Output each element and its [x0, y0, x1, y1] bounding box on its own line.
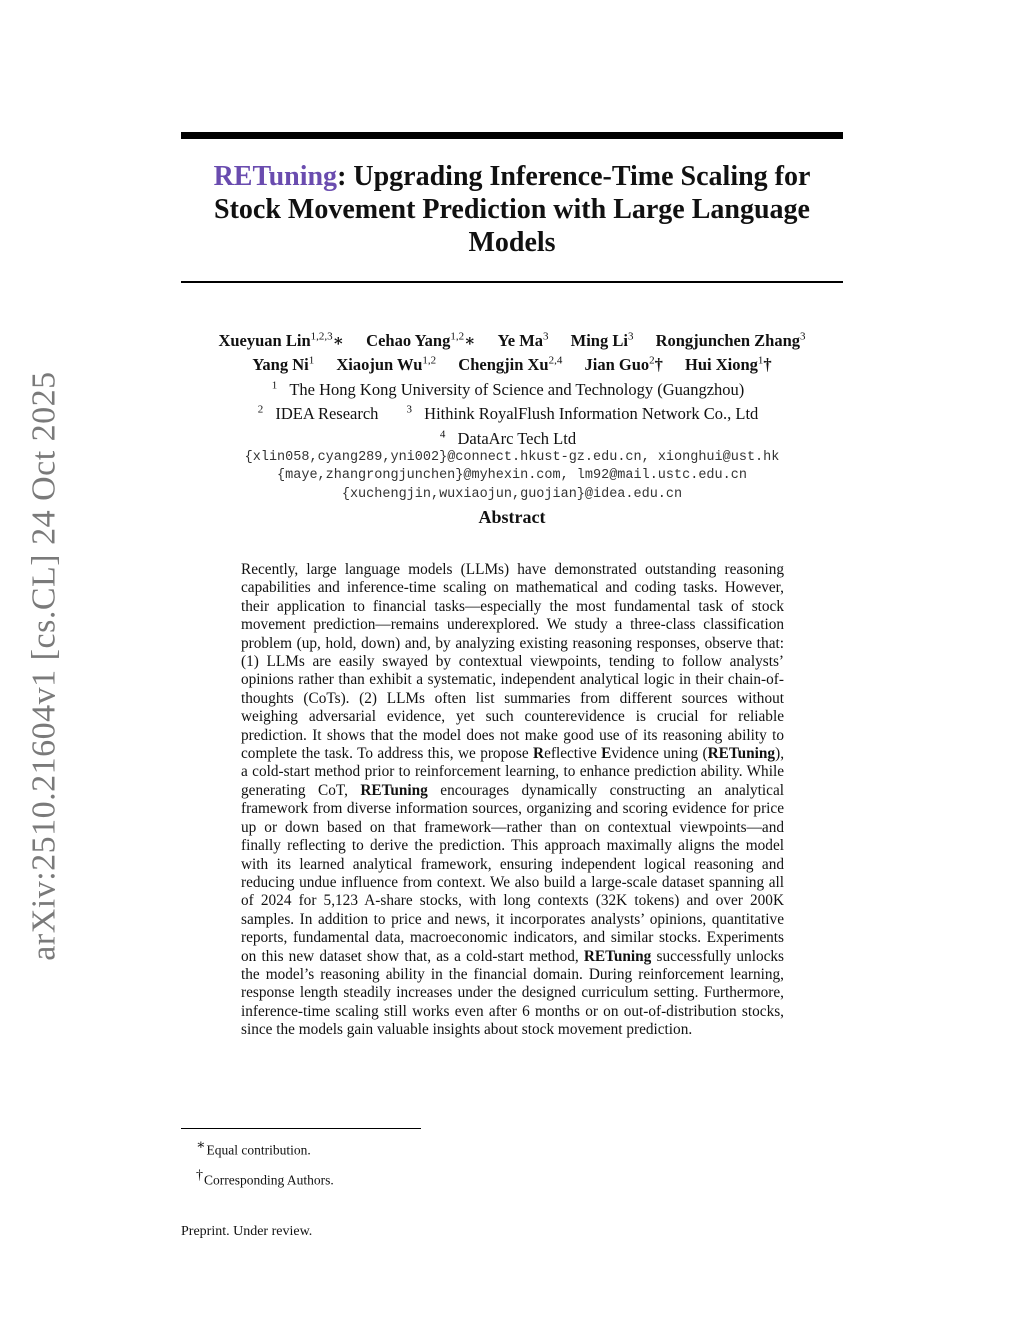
affiliation: $^4$ DataArc Tech Ltd — [439, 428, 577, 448]
title-top-rule — [181, 132, 843, 139]
affiliation-row-1 — [181, 375, 843, 400]
author: Yang Ni$^1$ — [252, 354, 315, 374]
author: Xiaojun Wu$^{1,2}$ — [336, 354, 437, 374]
footnote-rule — [181, 1128, 421, 1129]
author: Ye Ma$^3$ — [497, 330, 549, 350]
author-row-2 — [181, 351, 843, 376]
footnote: ∗Equal contribution. — [196, 1138, 311, 1158]
arxiv-identifier: arXiv:2510.21604v1 [cs.CL] 24 Oct 2025 — [26, 371, 63, 961]
author: Chengjin Xu$^{2,4}$ — [458, 354, 563, 374]
abstract-body: Recently, large language models (LLMs) have demonstrated outstanding reasoning capabilities and inference-time scaling on mathematical and coding tasks. However, their application to financial tasks—especially the most fundamental task of stock movement prediction—remains underexplored. We study a three-class classification problem (up, hold, down) and, by analyzing existing reasoning responses, observe that: (1) LLMs are easily swayed by contextual viewpoints, tending to follow analysts’ opinions rather than exhibit a systematic, independent analytical logic in their chain-of-thoughts (CoTs). (2) LLMs often list summaries from different sources without weighing adversarial evidence, yet such counterevidence is crucial for reliable prediction. It shows that the model does not make good use of its reasoning ability to complete the task. To address this, we propose Reflective Evidence uning (RETuning), a cold-start method prior to reinforcement learning, to enhance prediction ability. While generating CoT, RETuning encourages dynamically constructing an analytical framework from diverse information sources, organizing and scoring evidence for price up or down based on that framework—rather than on contextual viewpoints—and finally reflecting to derive the prediction. This approach maximally aligns the model with its learned analytical framework, ensuring independent logical reasoning and reducing undue influence from context. We also build a large-scale dataset spanning all of 2024 for 5,123 A-share stocks, with long contexts (32K tokens) and over 200K samples. In addition to price and news, it incorporates analysts’ opinions, quantitative reports, fundamental data, macroeconomic indicators, and similar stocks. Experiments on this new dataset show that, as a cold-start method, RETuning successfully unlocks the model’s reasoning ability in the financial domain. During reinforcement learning, response length steadily increases under the designed curriculum setting. Furthermore, inference-time scaling still works even after 6 months or on out-of-distribution stocks, since the models gain valuable insights about stock movement prediction. — [241, 561, 785, 1039]
arxiv-sidebar — [0, 371, 90, 961]
author: Cehao Yang$^{1,2}$∗ — [366, 330, 476, 350]
footnotes — [196, 1133, 334, 1192]
footnote: †Corresponding Authors. — [196, 1167, 334, 1187]
title-rest: : Upgrading Inference-Time Scaling for Stock Movement Prediction with Large Language Models — [214, 161, 811, 258]
affiliation: $^2$ IDEA Research — [257, 403, 379, 423]
author: Hui Xiong$^1$† — [685, 354, 772, 374]
abstract-heading: Abstract — [478, 507, 546, 527]
method-name: RETuning — [707, 745, 776, 763]
method-name: RETuning — [360, 781, 428, 799]
author-block — [181, 326, 843, 504]
email-line: {xlin058,cyang289,yni002}@connect.hkust-gz.edu.cn, xionghui@ust.hk — [244, 449, 780, 465]
affiliation: $^3$ Hithink RoyalFlush Information Network Co., Ltd — [406, 403, 759, 423]
email-line: {maye,zhangrongjunchen}@myhexin.com, lm92@mail.ustc.edu.cn — [277, 468, 747, 483]
paper-title — [181, 160, 843, 259]
author: Jian Guo$^2$† — [584, 354, 663, 374]
author: Rongjunchen Zhang$^3$ — [655, 330, 806, 350]
method-name: RETuning — [583, 947, 652, 965]
affiliation-row-2 — [181, 400, 843, 449]
title-bottom-rule — [181, 281, 843, 283]
email-line: {xuchengjin,wuxiaojun,guojian}@idea.edu.cn — [341, 486, 683, 502]
author: Ming Li$^3$ — [570, 330, 634, 350]
preprint-notice: Preprint. Under review. — [181, 1224, 313, 1239]
author: Xueyuan Lin$^{1,2,3}$∗ — [218, 330, 345, 350]
author-row-1 — [181, 326, 843, 351]
affiliation: $^1$ The Hong Kong University of Science and Technology (Guangzhou) — [271, 379, 745, 399]
title-brand: RETuning — [213, 161, 338, 192]
email-list — [181, 449, 843, 505]
